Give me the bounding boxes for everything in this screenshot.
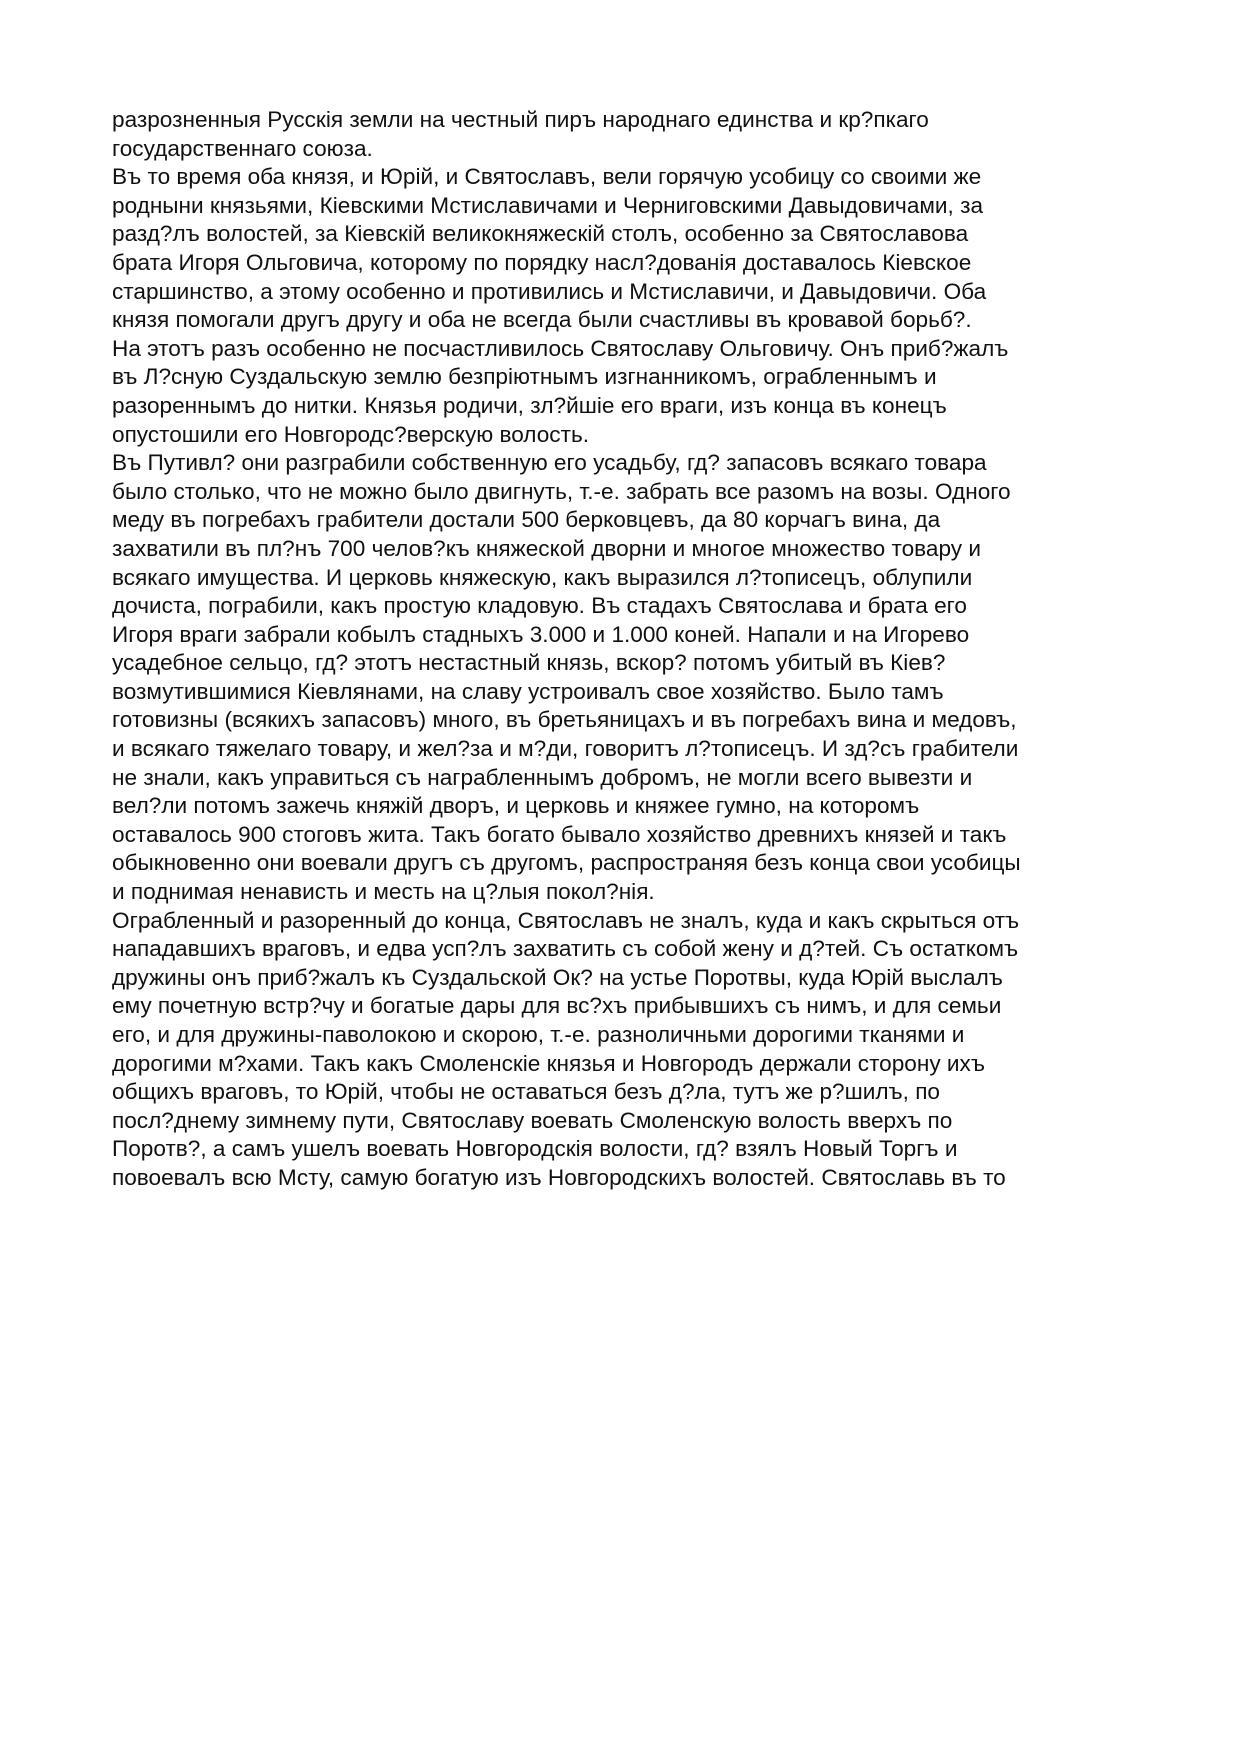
text-line: разореннымъ до нитки. Князья родичи, зл?йшіе его враги, изъ конца въ конецъ (112, 392, 947, 418)
text-line: опустошили его Новгородс?верскую волость. (112, 421, 590, 447)
text-line: посл?днему зимнему пути, Святославу воевать Смоленскую волость вверхъ по (112, 1107, 953, 1133)
text-line: дочиста, пограбили, какъ простую кладовую. Въ стадахъ Святослава и брата его (112, 593, 967, 619)
text-line: оставалось 900 стоговъ жита. Такъ богато бывало хозяйство древнихъ князей и такъ (112, 821, 1007, 847)
text-line: Въ Путивл? они разграбили собственную его усадьбу, гд? запасовъ всякаго товара (112, 450, 987, 476)
text-line: обыкновенно они воевали другъ съ другомъ, распространяя безъ конца свои усобицы (112, 850, 1021, 876)
text-line: нападавшихъ враговъ, и едва усп?лъ захватить съ собой жену и д?тей. Съ остаткомъ (112, 936, 1019, 962)
text-line: возмутившимися Кіевлянами, на славу устроивалъ свое хозяйство. Было тамъ (112, 678, 944, 704)
text-line: брата Игоря Ольговича, которому по порядку насл?дованія доставалось Кіевское (112, 249, 972, 275)
text-line: вел?ли потомъ зажечь княжій дворъ, и церковь и княжее гумно, на которомъ (112, 793, 920, 819)
text-line: разрозненныя Русскія земли на честный пиръ народнаго единства и кр?пкаго (112, 107, 929, 132)
text-line: не знали, какъ управиться съ награбленнымъ добромъ, не могли всего вывезти и (112, 764, 973, 790)
text-line: его, и для дружины-паволокою и скорою, т.-е. разноличньми дорогими тканями и (112, 1022, 965, 1047)
text-line: ему почетную встр?чу и богатые дары для вс?хъ прибывшихъ съ нимъ, и для семьи (112, 993, 1002, 1019)
text-line: и всякаго тяжелаго товару, и жел?за и м?ди, говоритъ л?тописецъ. И зд?съ грабители (112, 736, 1019, 762)
text-line: захватили въ пл?нъ 700 челов?къ княжеской дворни и многое множество товару и (112, 535, 981, 561)
text-line: готовизны (всякихъ запасовъ) много, въ бретьяницахъ и въ погребахъ вина и медовъ, (112, 707, 1017, 733)
text-line: князя помогали другъ другу и оба не всегда были счастливы въ кровавой борьб?. (112, 307, 972, 333)
text-line: дорогими м?хами. Такъ какъ Смоленскіе князья и Новгородъ держали сторону ихъ (112, 1050, 985, 1076)
text-line: старшинство, а этому особенно и противились и Мстиславичи, и Давыдовичи. Оба (112, 278, 987, 304)
text-line: разд?лъ волостей, за Кіевскій великокняжескій столъ, особенно за Святославова (112, 221, 969, 247)
text-line: повоевалъ всю Мсту, самую богатую изъ Новгородскихъ волостей. Святославь въ то (112, 1164, 1006, 1190)
text-line: На этотъ разъ особенно не посчастливилось Святославу Ольговичу. Онъ приб?жалъ (112, 335, 1009, 361)
document-text (112, 106, 1142, 1193)
text-line: Поротв?, а самъ ушелъ воевать Новгородскія волости, гд? взялъ Новый Торгъ и (112, 1136, 958, 1162)
text-line: было столько, что не можно было двигнуть, т.-е. забрать все разомъ на возы. Одного (112, 478, 1011, 504)
text-line: общихъ враговъ, то Юрій, чтобы не оставаться безъ д?ла, тутъ же р?шилъ, по (112, 1079, 940, 1105)
text-line: усадебное сельцо, гд? этотъ нестастный князь, вскор? потомъ убитый въ Кіев? (112, 650, 946, 676)
text-line: меду въ погребахъ грабители достали 500 берковцевъ, да 80 корчагъ вина, да (112, 507, 941, 533)
text-line: всякаго имущества. И церковь княжескую, какъ выразился л?тописецъ, облупили (112, 564, 973, 590)
text-line: въ Л?сную Суздальскую землю безпріютнымъ изгнанникомъ, ограбленнымъ и (112, 364, 937, 390)
text-line: Ограбленный и разоренный до конца, Святославъ не зналъ, куда и какъ скрыться отъ (112, 907, 1020, 933)
text-line: Въ то время оба князя, и Юрій, и Святославъ, вели горячую усобицу со своими же (112, 164, 982, 190)
text-line: государственнаго союза. (112, 135, 373, 161)
text-line: родныни князьями, Кіевскими Мстиславичами и Черниговскими Давыдовичами, за (112, 192, 984, 218)
text-line: дружины онъ приб?жалъ къ Суздальской Ок? на устье Поротвы, куда Юрій выслалъ (112, 964, 1003, 990)
text-line: Игоря враги забрали кобылъ стадныхъ 3.000 и 1.000 коней. Напали и на Игорево (112, 621, 970, 647)
text-line: и поднимая ненависть и месть на ц?лыя покол?нія. (112, 879, 655, 905)
